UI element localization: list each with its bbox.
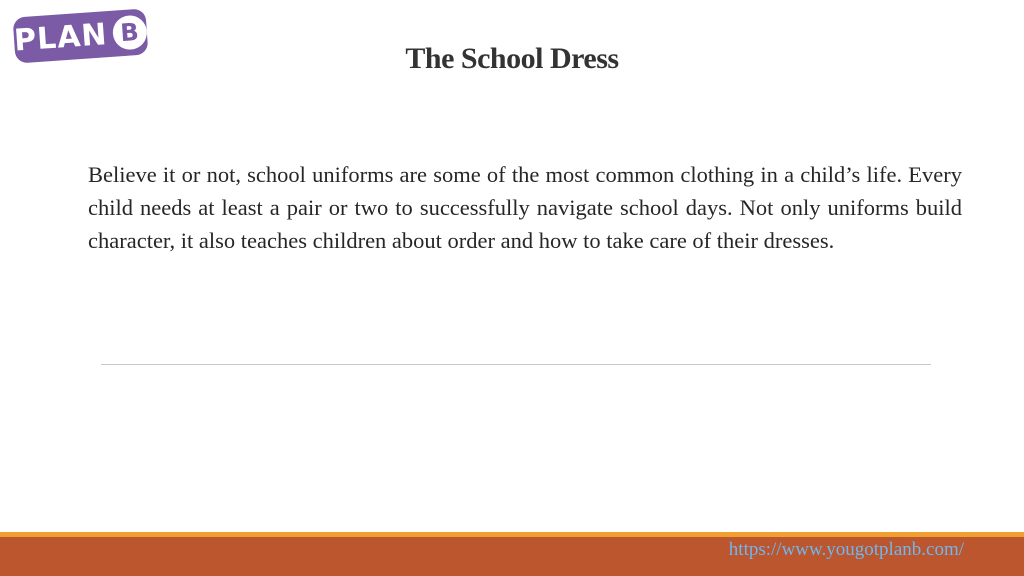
logo-text: PLAN bbox=[12, 16, 109, 59]
slide-paragraph: Believe it or not, school uniforms are some of the most common clothing in a child’s life. Every child needs at least a pair or two to successfully navigate school days. Not only uniforms build character, it also teaches children about order and how to take care of their dresses. bbox=[88, 162, 962, 253]
divider bbox=[101, 364, 931, 365]
website-link[interactable]: https://www.yougotplanb.com/ bbox=[728, 539, 964, 560]
logo-letter: B bbox=[112, 14, 148, 50]
slide-title: The School Dress bbox=[405, 42, 619, 75]
